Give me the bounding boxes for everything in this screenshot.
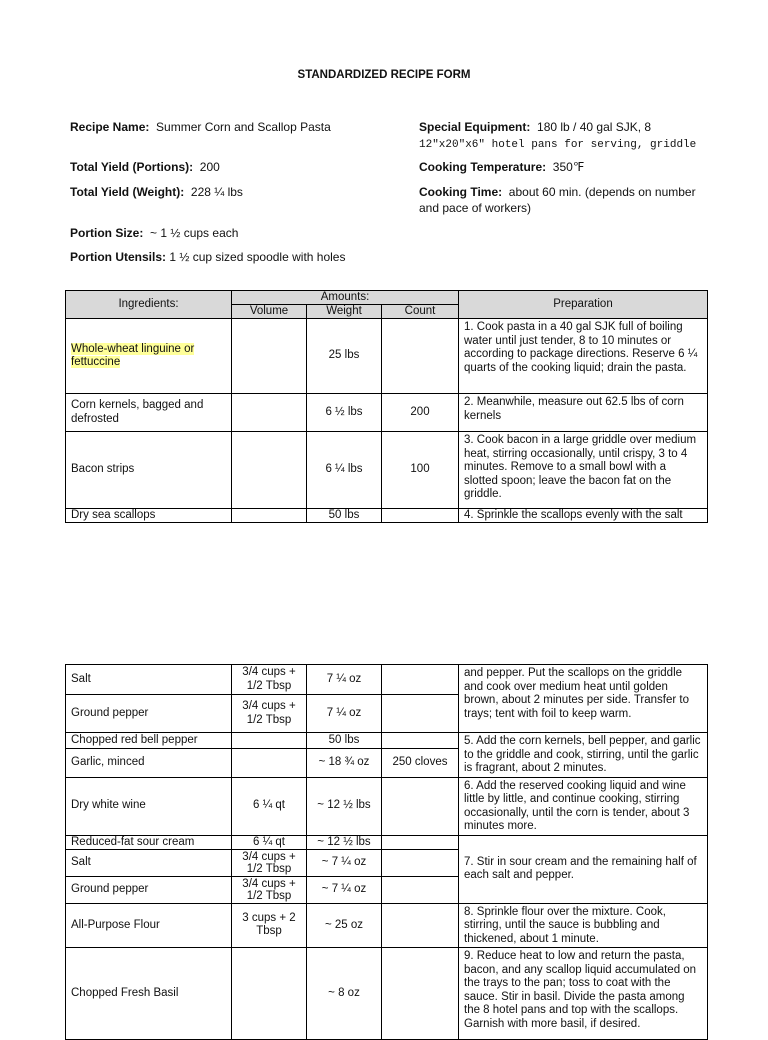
weight-cell: ~ 12 ½ lbs: [307, 835, 382, 849]
count-cell: 100: [382, 432, 459, 509]
preparation-cell: 1. Cook pasta in a 40 gal SJK full of boiling water until just tender, 8 to 10 minutes or according to package directions. Reserve 6 ¼ quarts of the cooking liquid; drain the pasta.: [459, 319, 708, 394]
table-row: [66, 394, 708, 432]
volume-cell: [232, 748, 307, 777]
preparation-cell: 2. Meanwhile, measure out 62.5 lbs of corn kernels: [459, 394, 708, 432]
ingredient-cell: Garlic, minced: [66, 748, 232, 777]
table-row: [66, 319, 708, 394]
total-yield-portions-label: Total Yield (Portions):: [70, 160, 194, 174]
preparation-cell: 4. Sprinkle the scallops evenly with the salt: [459, 509, 708, 523]
special-equipment-value: 180 lb / 40 gal SJK, 8: [537, 120, 652, 134]
preparation-cell: 8. Sprinkle flour over the mixture. Cook, stirring, until the sauce is bubbling and thickened, about 1 minute.: [459, 903, 708, 948]
ingredient-cell: Salt: [66, 665, 232, 695]
preparation-cell: 3. Cook bacon in a large griddle over medium heat, stirring occasionally, until crispy, 3 to 4 minutes. Remove to a small bowl with a slotted spoon; leave the bacon fat on the griddle.: [459, 432, 708, 509]
special-equipment-field: [419, 119, 719, 153]
preparation-cell: 7. Stir in sour cream and the remaining half of each salt and pepper.: [459, 835, 708, 903]
count-cell: [382, 665, 459, 695]
count-cell: [382, 695, 459, 733]
volume-cell: 3 cups + 2 Tbsp: [232, 903, 307, 948]
cooking-temperature-value: 350℉: [552, 160, 585, 174]
table-row: [66, 835, 708, 849]
count-cell: [382, 876, 459, 903]
volume-cell: 3/4 cups + 1/2 Tbsp: [232, 849, 307, 876]
cooking-time-value-line2: and pace of workers): [419, 201, 532, 215]
preparation-cell: 6. Add the reserved cooking liquid and wine little by little, and continue cooking, stirring occasionally, until the corn is tender, about 3 minutes more.: [459, 777, 708, 835]
ingredient-cell: Dry white wine: [66, 777, 232, 835]
count-cell: [382, 903, 459, 948]
portion-size-value: ~ 1 ½ cups each: [150, 226, 239, 240]
table-row: [66, 665, 708, 695]
ingredient-cell: Dry sea scallops: [66, 509, 232, 523]
count-cell: [382, 849, 459, 876]
weight-cell: ~ 8 oz: [307, 948, 382, 1040]
recipe-name-field: [70, 119, 331, 135]
weight-cell: 7 ¼ oz: [307, 665, 382, 695]
ingredient-cell: Corn kernels, bagged and defrosted: [66, 394, 232, 432]
portion-utensils-field: [70, 249, 345, 265]
table-row: [66, 948, 708, 1040]
weight-header: Weight: [307, 305, 382, 319]
ingredient-cell: Chopped red bell pepper: [66, 733, 232, 749]
ingredient-name: Whole-wheat linguine or fettuccine: [71, 342, 195, 368]
ingredients-header: Ingredients:: [66, 291, 232, 319]
recipe-name-value: Summer Corn and Scallop Pasta: [156, 120, 331, 134]
special-equipment-value-line2: 12"x20"x6" hotel pans for serving, griddle: [419, 139, 697, 151]
count-cell: [382, 509, 459, 523]
weight-cell: 25 lbs: [307, 319, 382, 394]
weight-cell: ~ 7 ¼ oz: [307, 876, 382, 903]
volume-cell: 6 ¼ qt: [232, 777, 307, 835]
volume-cell: [232, 432, 307, 509]
ingredient-cell: Chopped Fresh Basil: [66, 948, 232, 1040]
weight-cell: 7 ¼ oz: [307, 695, 382, 733]
cooking-time-value: about 60 min. (depends on number: [508, 185, 696, 199]
volume-cell: [232, 509, 307, 523]
ingredient-cell: Bacon strips: [66, 432, 232, 509]
ingredient-cell: All-Purpose Flour: [66, 903, 232, 948]
volume-cell: 6 ¼ qt: [232, 835, 307, 849]
count-cell: [382, 948, 459, 1040]
weight-cell: 50 lbs: [307, 509, 382, 523]
weight-cell: ~ 7 ¼ oz: [307, 849, 382, 876]
table-row: [66, 432, 708, 509]
preparation-header: Preparation: [459, 291, 708, 319]
total-yield-weight-label: Total Yield (Weight):: [70, 185, 185, 199]
recipe-name-label: Recipe Name:: [70, 120, 150, 134]
ingredient-cell: Reduced-fat sour cream: [66, 835, 232, 849]
special-equipment-label: Special Equipment:: [419, 120, 531, 134]
weight-cell: 50 lbs: [307, 733, 382, 749]
count-cell: [382, 319, 459, 394]
preparation-cell: 9. Reduce heat to low and return the pasta, bacon, and any scallop liquid accumulated on the trays to the pan; toss to coat with the sauce. Stir in basil. Divide the pasta among the 8 hotel pans and top with the scallops. Garnish with more basil, if desired.: [459, 948, 708, 1040]
volume-cell: [232, 733, 307, 749]
cooking-time-label: Cooking Time:: [419, 185, 503, 199]
table-row: [66, 509, 708, 523]
ingredient-cell: Ground pepper: [66, 695, 232, 733]
count-cell: 200: [382, 394, 459, 432]
cooking-temperature-field: [419, 159, 584, 175]
count-cell: [382, 733, 459, 749]
total-yield-weight-field: [70, 184, 243, 200]
weight-cell: 6 ¼ lbs: [307, 432, 382, 509]
form-title: STANDARDIZED RECIPE FORM: [297, 69, 471, 81]
table-row: [66, 903, 708, 948]
recipe-table-1: [65, 290, 708, 523]
volume-cell: [232, 948, 307, 1040]
preparation-cell: 5. Add the corn kernels, bell pepper, and garlic to the griddle and cook, stirring, until the garlic is fragrant, about 2 minutes.: [459, 733, 708, 778]
volume-cell: [232, 394, 307, 432]
total-yield-portions-field: [70, 159, 220, 175]
count-cell: [382, 777, 459, 835]
volume-header: Volume: [232, 305, 307, 319]
count-cell: 250 cloves: [382, 748, 459, 777]
weight-cell: 6 ½ lbs: [307, 394, 382, 432]
weight-cell: ~ 25 oz: [307, 903, 382, 948]
volume-cell: 3/4 cups + 1/2 Tbsp: [232, 876, 307, 903]
preparation-cell: and pepper. Put the scallops on the griddle and cook over medium heat until golden brown, about 2 minutes per side. Transfer to trays; tent with foil to keep warm.: [459, 665, 708, 733]
portion-size-label: Portion Size:: [70, 226, 144, 240]
volume-cell: 3/4 cups + 1/2 Tbsp: [232, 695, 307, 733]
count-cell: [382, 835, 459, 849]
portion-size-field: [70, 225, 238, 241]
cooking-time-field: [419, 184, 719, 216]
cooking-temperature-label: Cooking Temperature:: [419, 160, 547, 174]
total-yield-portions-value: 200: [199, 160, 220, 174]
total-yield-weight-value: 228 ¼ lbs: [190, 185, 243, 199]
weight-cell: ~ 12 ½ lbs: [307, 777, 382, 835]
volume-cell: 3/4 cups + 1/2 Tbsp: [232, 665, 307, 695]
count-header: Count: [382, 305, 459, 319]
amounts-header: Amounts:: [232, 291, 459, 305]
volume-cell: [232, 319, 307, 394]
weight-cell: ~ 18 ¾ oz: [307, 748, 382, 777]
table-row: [66, 777, 708, 835]
portion-utensils-label: Portion Utensils:: [70, 250, 167, 264]
ingredient-cell: [66, 319, 232, 394]
ingredient-cell: Ground pepper: [66, 876, 232, 903]
portion-utensils-value: 1 ½ cup sized spoodle with holes: [169, 250, 346, 264]
table-row: [66, 733, 708, 749]
recipe-table-2: [65, 664, 708, 1040]
ingredient-cell: Salt: [66, 849, 232, 876]
